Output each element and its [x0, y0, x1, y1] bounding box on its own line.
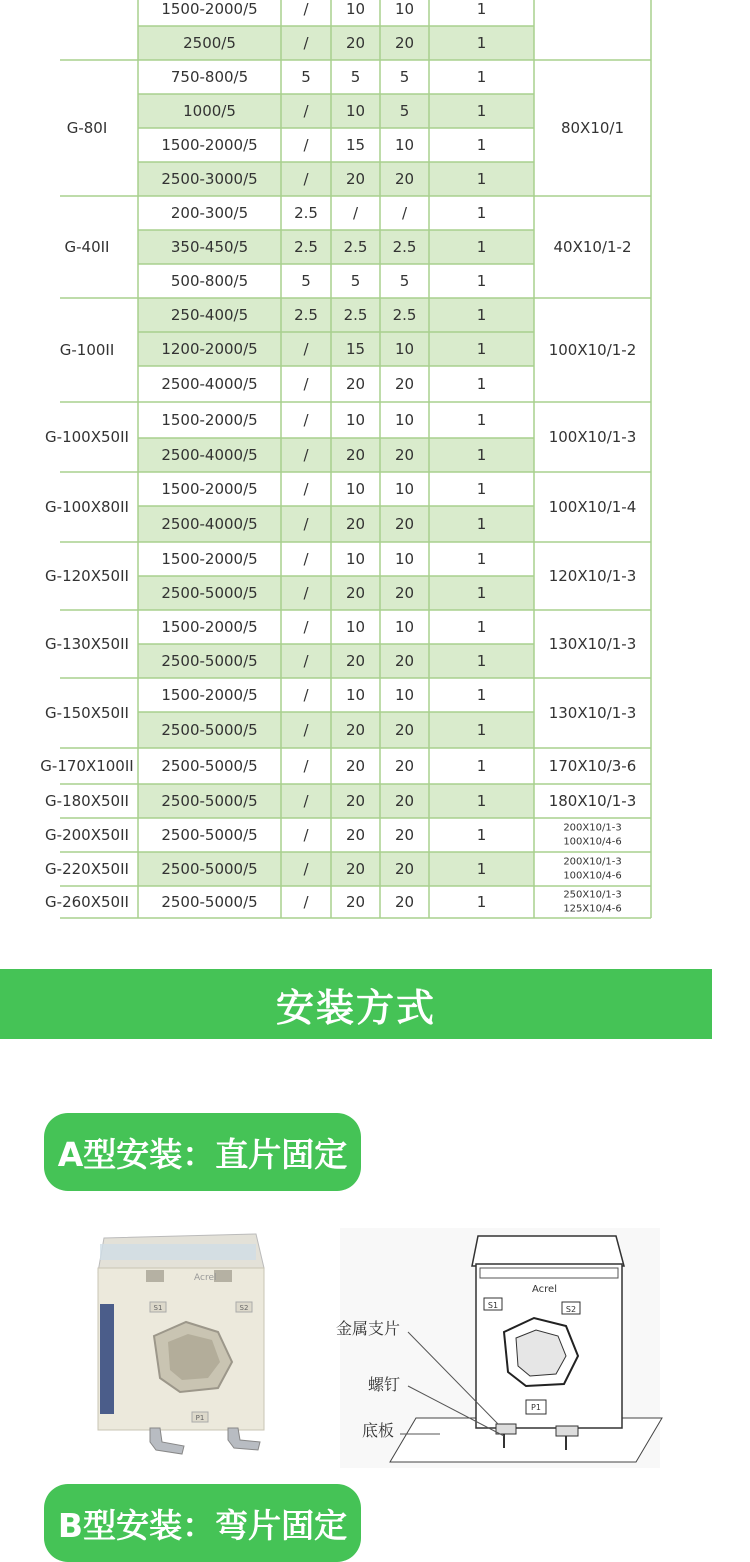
- table-cell-c1: /: [303, 686, 309, 704]
- table-cell-c2: 2.5: [343, 306, 368, 324]
- busbar-size-label: 170X10/3-6: [548, 757, 637, 775]
- table-cell-c1: /: [303, 170, 309, 188]
- table-cell-c1: /: [303, 375, 309, 393]
- table-cell-c3: 20: [394, 446, 415, 464]
- busbar-size-label: 200X10/1-3: [563, 822, 622, 834]
- type-b-label: [44, 1484, 361, 1562]
- drawing-p1: P1: [531, 1403, 541, 1412]
- table-cell-range: 2500-4000/5: [161, 375, 258, 393]
- table-cell-c4: 1: [476, 102, 487, 120]
- table-cell-range: 500-800/5: [170, 272, 249, 290]
- model-label: G-220X50II: [45, 860, 129, 878]
- table-cell-c3: 10: [394, 480, 415, 498]
- table-cell-c4: 1: [476, 515, 487, 533]
- table-cell-c1: /: [303, 721, 309, 739]
- busbar-size-label: 100X10/4-6: [563, 836, 622, 848]
- table-cell-c2: 5: [350, 272, 361, 290]
- table-cell-c1: /: [303, 340, 309, 358]
- table-cell-c3: 2.5: [392, 238, 417, 256]
- table-cell-c2: 20: [345, 170, 366, 188]
- table-cell-range: 2500-4000/5: [161, 446, 258, 464]
- table-cell-range: 2500-4000/5: [161, 515, 258, 533]
- table-cell-c3: 20: [394, 584, 415, 602]
- table-cell-c2: 20: [345, 652, 366, 670]
- busbar-size-label: 250X10/1-3: [563, 889, 622, 901]
- table-cell-c2: 20: [345, 893, 366, 911]
- table-cell-c2: 10: [345, 618, 366, 636]
- table-cell-c1: 5: [301, 68, 311, 86]
- busbar-size-label: 200X10/1-3: [563, 856, 622, 868]
- table-cell-c2: 20: [345, 860, 366, 878]
- table-cell-c4: 1: [476, 446, 487, 464]
- model-label: G-100X80II: [45, 498, 129, 516]
- table-cell-c4: 1: [476, 757, 487, 775]
- table-cell-c4: 1: [476, 34, 487, 52]
- model-label: G-100X50II: [45, 428, 129, 446]
- busbar-size-label: 100X10/4-6: [563, 870, 622, 882]
- table-cell-c2: 15: [345, 340, 366, 358]
- table-cell-c2: 5: [350, 68, 361, 86]
- table-cell-range: 1000/5: [183, 102, 236, 120]
- table-cell-c1: /: [303, 515, 309, 533]
- drawing-s2: S2: [565, 1305, 577, 1314]
- type-b-title: B型安装：弯片固定: [57, 1505, 348, 1545]
- table-cell-c4: 1: [476, 0, 487, 18]
- table-cell-c4: 1: [476, 136, 487, 154]
- table-cell-c2: 10: [345, 102, 366, 120]
- callout-bracket: 金属支片: [336, 1319, 401, 1338]
- table-cell-c3: 20: [394, 721, 415, 739]
- table-cell-c1: /: [303, 893, 309, 911]
- table-cell-c4: 1: [476, 860, 487, 878]
- table-cell-range: 1200-2000/5: [161, 340, 258, 358]
- table-cell-c3: 10: [394, 686, 415, 704]
- table-cell-c4: 1: [476, 686, 487, 704]
- table-cell-c2: 15: [345, 136, 366, 154]
- table-cell-c1: /: [303, 480, 309, 498]
- table-cell-c2: 20: [345, 757, 366, 775]
- photo-s1: S1: [153, 1304, 163, 1312]
- table-cell-c2: 20: [345, 584, 366, 602]
- table-cell-c4: 1: [476, 238, 487, 256]
- table-cell-range: 1500-2000/5: [161, 0, 258, 18]
- table-cell-c1: /: [303, 411, 309, 429]
- table-cell-c3: 20: [394, 652, 415, 670]
- table-cell-c2: 10: [345, 550, 366, 568]
- table-cell-c4: 1: [476, 826, 487, 844]
- model-label: G-130X50II: [45, 635, 129, 653]
- model-label: G-260X50II: [45, 893, 129, 911]
- table-cell-c1: /: [303, 0, 309, 18]
- table-cell-c2: /: [352, 204, 359, 222]
- photo-p1: P1: [195, 1414, 205, 1422]
- product-photo: [88, 1228, 288, 1468]
- table-cell-range: 2500-5000/5: [161, 652, 258, 670]
- model-label: G-200X50II: [45, 826, 129, 844]
- model-label: G-40II: [64, 238, 110, 256]
- table-cell-c1: 5: [301, 272, 311, 290]
- busbar-size-label: 100X10/1-3: [548, 428, 637, 446]
- table-cell-c4: 1: [476, 618, 487, 636]
- model-label: G-100II: [59, 341, 115, 359]
- table-cell-range: 2500-3000/5: [161, 170, 258, 188]
- photo-s2: S2: [239, 1304, 249, 1312]
- busbar-size-label: 180X10/1-3: [548, 792, 637, 810]
- table-cell-c1: /: [303, 792, 309, 810]
- busbar-size-label: 40X10/1-2: [553, 238, 632, 256]
- table-cell-c1: /: [303, 102, 309, 120]
- table-cell-c2: 10: [345, 480, 366, 498]
- table-cell-range: 2500-5000/5: [161, 757, 258, 775]
- table-cell-c1: 2.5: [294, 306, 318, 324]
- table-cell-c1: /: [303, 618, 309, 636]
- table-cell-c1: 2.5: [294, 238, 318, 256]
- table-cell-c3: 20: [394, 792, 415, 810]
- model-label: G-80I: [66, 119, 108, 137]
- table-cell-c4: 1: [476, 550, 487, 568]
- table-cell-c3: /: [401, 204, 408, 222]
- table-cell-c3: 20: [394, 34, 415, 52]
- drawing-s1: S1: [487, 1301, 499, 1310]
- type-a-title: A型安装：直片固定: [57, 1134, 348, 1174]
- table-cell-c1: /: [303, 136, 309, 154]
- busbar-size-label: 100X10/1-4: [548, 498, 637, 516]
- table-cell-range: 200-300/5: [170, 204, 249, 222]
- table-cell-c1: /: [303, 550, 309, 568]
- table-cell-range: 2500-5000/5: [161, 792, 258, 810]
- table-cell-c3: 10: [394, 0, 415, 18]
- table-cell-c4: 1: [476, 340, 487, 358]
- table-cell-c3: 2.5: [392, 306, 417, 324]
- table-cell-c4: 1: [476, 68, 487, 86]
- table-cell-c4: 1: [476, 721, 487, 739]
- table-cell-c2: 20: [345, 826, 366, 844]
- table-cell-c2: 10: [345, 686, 366, 704]
- busbar-size-label: 130X10/1-3: [548, 635, 637, 653]
- table-cell-range: 2500-5000/5: [161, 860, 258, 878]
- model-label: G-150X50II: [45, 704, 129, 722]
- table-cell-c1: /: [303, 446, 309, 464]
- table-cell-range: 1500-2000/5: [161, 480, 258, 498]
- table-cell-c3: 10: [394, 618, 415, 636]
- table-cell-c2: 20: [345, 446, 366, 464]
- section-title: 安装方式: [275, 985, 436, 1030]
- model-label: G-180X50II: [45, 792, 129, 810]
- model-label: G-120X50II: [45, 567, 129, 585]
- table-cell-c1: /: [303, 757, 309, 775]
- table-cell-c4: 1: [476, 272, 487, 290]
- table-cell-range: 1500-2000/5: [161, 686, 258, 704]
- table-cell-range: 2500/5: [183, 34, 236, 52]
- table-cell-c1: /: [303, 584, 309, 602]
- table-cell-c3: 20: [394, 893, 415, 911]
- table-cell-range: 2500-5000/5: [161, 584, 258, 602]
- busbar-size-label: 125X10/4-6: [563, 903, 622, 915]
- table-cell-c3: 20: [394, 170, 415, 188]
- table-cell-c3: 20: [394, 515, 415, 533]
- table-cell-c4: 1: [476, 204, 487, 222]
- table-cell-c4: 1: [476, 375, 487, 393]
- table-cell-c3: 5: [399, 102, 410, 120]
- table-cell-c2: 10: [345, 0, 366, 18]
- table-cell-range: 750-800/5: [170, 68, 249, 86]
- section-banner: [0, 969, 712, 1039]
- table-cell-range: 2500-5000/5: [161, 721, 258, 739]
- table-cell-c2: 2.5: [343, 238, 368, 256]
- table-cell-c3: 10: [394, 136, 415, 154]
- table-cell-c3: 5: [399, 68, 410, 86]
- table-cell-range: 2500-5000/5: [161, 893, 258, 911]
- table-cell-c3: 5: [399, 272, 410, 290]
- table-cell-c2: 20: [345, 792, 366, 810]
- table-cell-c3: 10: [394, 411, 415, 429]
- table-cell-c4: 1: [476, 306, 487, 324]
- table-cell-c1: /: [303, 652, 309, 670]
- table-cell-c3: 20: [394, 826, 415, 844]
- table-cell-c4: 1: [476, 480, 487, 498]
- table-cell-range: 1500-2000/5: [161, 618, 258, 636]
- table-cell-range: 250-400/5: [170, 306, 249, 324]
- table-cell-c4: 1: [476, 411, 487, 429]
- table-cell-c4: 1: [476, 170, 487, 188]
- table-cell-c1: /: [303, 826, 309, 844]
- busbar-size-label: 130X10/1-3: [548, 704, 637, 722]
- table-cell-c2: 10: [345, 411, 366, 429]
- busbar-size-label: 120X10/1-3: [548, 567, 637, 585]
- table-cell-c4: 1: [476, 792, 487, 810]
- table-cell-range: 2500-5000/5: [161, 826, 258, 844]
- table-cell-range: 1500-2000/5: [161, 136, 258, 154]
- table-cell-c3: 20: [394, 375, 415, 393]
- table-cell-range: 1500-2000/5: [161, 550, 258, 568]
- table-cell-c3: 10: [394, 340, 415, 358]
- table-cell-range: 1500-2000/5: [161, 411, 258, 429]
- table-cell-c1: 2.5: [294, 204, 318, 222]
- table-cell-c1: /: [303, 860, 309, 878]
- table-cell-c3: 10: [394, 550, 415, 568]
- busbar-size-label: 80X10/1: [560, 119, 625, 137]
- model-label: G-170X100II: [40, 757, 134, 775]
- drawing-brand: Acrel: [532, 1284, 557, 1295]
- photo-brand: Acrel: [194, 1273, 217, 1283]
- callout-base: 底板: [362, 1421, 395, 1440]
- callout-screw: 螺钉: [368, 1375, 401, 1394]
- table-cell-c2: 20: [345, 375, 366, 393]
- table-cell-c2: 20: [345, 34, 366, 52]
- table-cell-c2: 20: [345, 721, 366, 739]
- table-cell-c2: 20: [345, 515, 366, 533]
- table-cell-c4: 1: [476, 652, 487, 670]
- type-a-label: [44, 1113, 361, 1191]
- table-cell-c1: /: [303, 34, 309, 52]
- table-cell-c3: 20: [394, 757, 415, 775]
- table-cell-c4: 1: [476, 584, 487, 602]
- busbar-size-label: 100X10/1-2: [548, 341, 637, 359]
- table-cell-c3: 20: [394, 860, 415, 878]
- table-cell-c4: 1: [476, 893, 487, 911]
- table-cell-range: 350-450/5: [170, 238, 249, 256]
